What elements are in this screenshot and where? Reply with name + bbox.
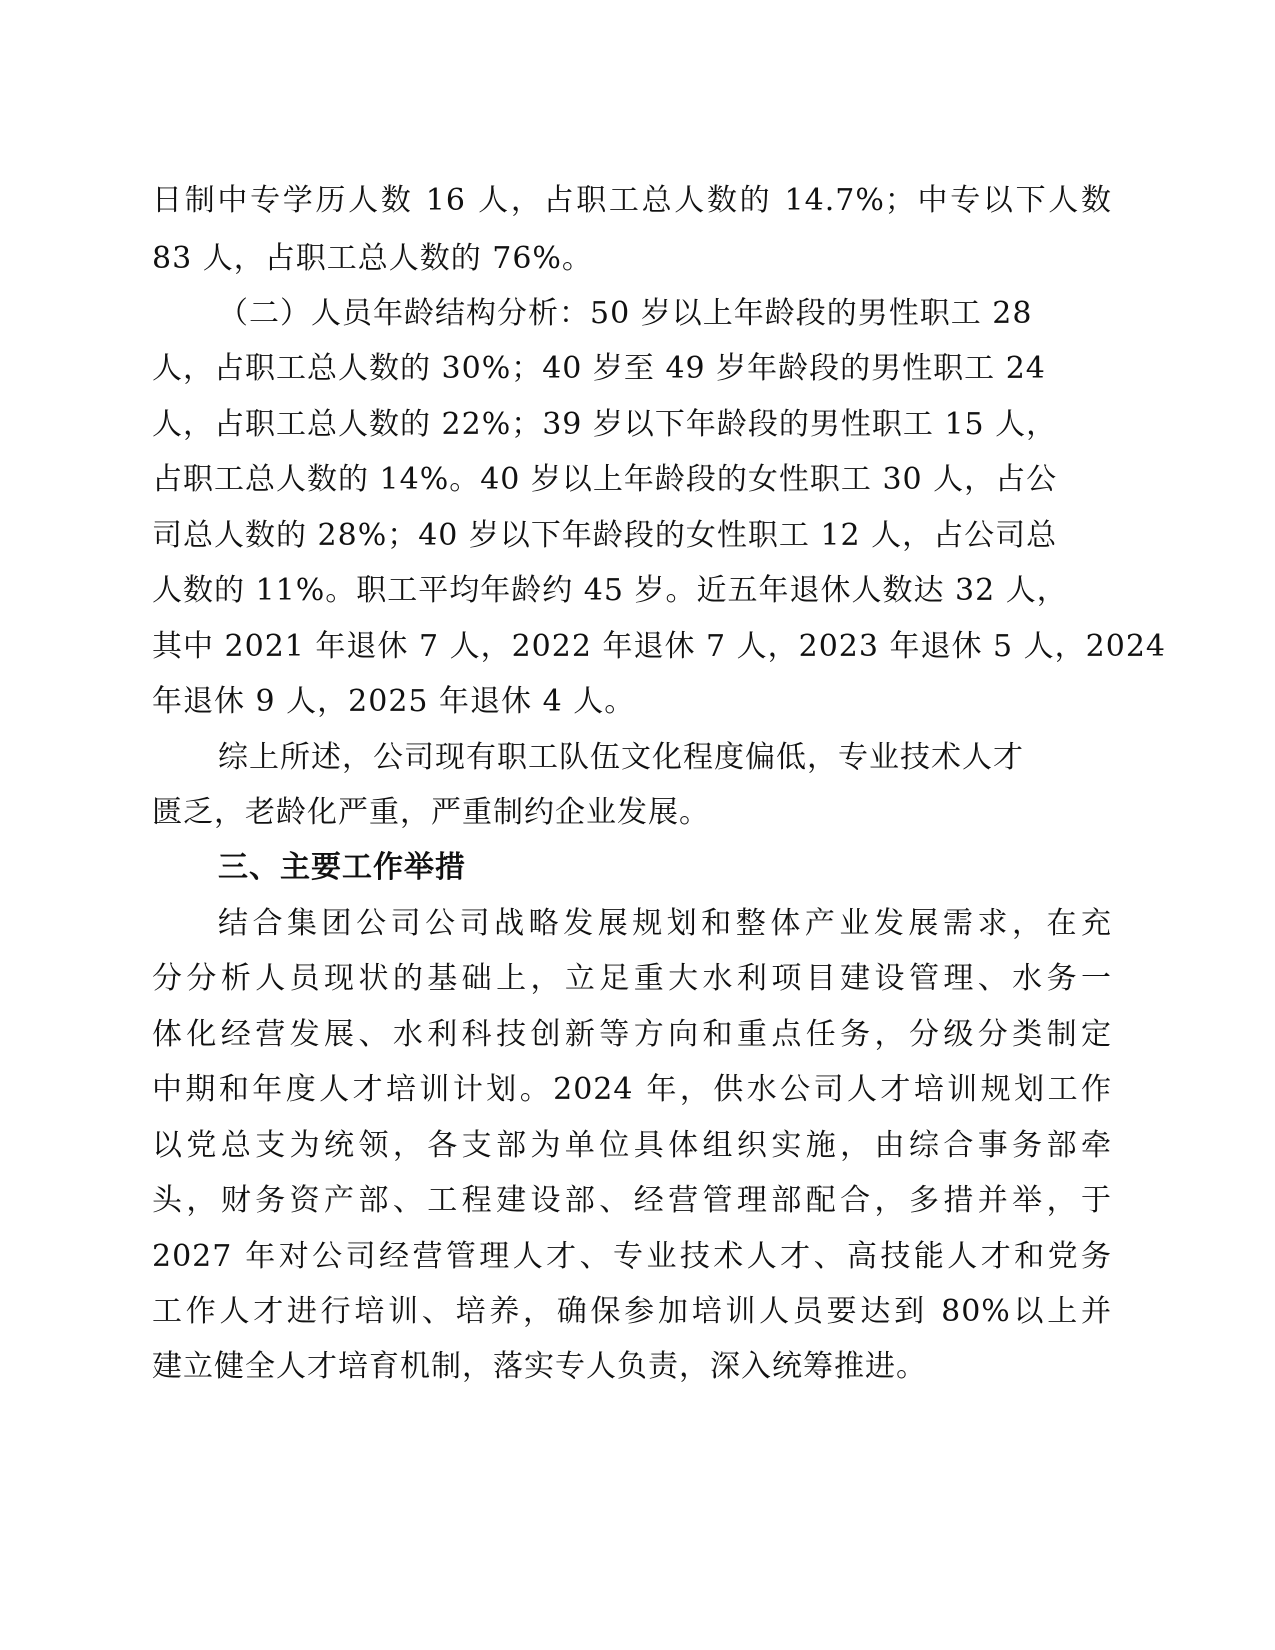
- text-line: 司总人数的 28%；40 岁以下年龄段的女性职工 12 人，占公司总: [152, 518, 1058, 553]
- text-line: 人数的 11%。职工平均年龄约 45 岁。近五年退休人数达 32 人，: [152, 573, 1068, 608]
- text-line: 匮乏，老龄化严重，严重制约企业发展。: [152, 795, 710, 830]
- text-line: 占职工总人数的 14%。40 岁以上年龄段的女性职工 30 人，占公: [152, 462, 1058, 497]
- text-line: 工作人才进行培训、培养，确保参加培训人员要达到 80%以上并: [152, 1294, 1112, 1329]
- text-line: 83 人，占职工总人数的 76%。: [152, 241, 593, 276]
- text-line: 人，占职工总人数的 30%；40 岁至 49 岁年龄段的男性职工 24: [152, 351, 1046, 386]
- text-line: 日制中专学历人数 16 人，占职工总人数的 14.7%；中专以下人数: [152, 183, 1112, 218]
- text-line: 人，占职工总人数的 22%；39 岁以下年龄段的男性职工 15 人，: [152, 407, 1058, 442]
- text-line: 结合集团公司公司战略发展规划和整体产业发展需求，在充: [218, 906, 1112, 941]
- text-line: 中期和年度人才培训计划。2024 年，供水公司人才培训规划工作: [152, 1072, 1112, 1107]
- text-line: 综上所述，公司现有职工队伍文化程度偏低，专业技术人才: [218, 740, 1024, 775]
- section-heading: 三、主要工作举措: [218, 850, 466, 885]
- text-line: 分分析人员现状的基础上，立足重大水利项目建设管理、水务一: [152, 961, 1112, 996]
- text-line: 建立健全人才培育机制，落实专人负责，深入统筹推进。: [152, 1349, 927, 1384]
- text-line: 头，财务资产部、工程建设部、经营管理部配合，多措并举，于: [152, 1183, 1112, 1218]
- text-line: 以党总支为统领，各支部为单位具体组织实施，由综合事务部牵: [152, 1128, 1112, 1163]
- text-line: 2027 年对公司经营管理人才、专业技术人才、高技能人才和党务: [152, 1239, 1112, 1274]
- text-line: 其中 2021 年退休 7 人，2022 年退休 7 人，2023 年退休 5 人，2024: [152, 629, 1167, 664]
- text-line: （二）人员年龄结构分析：50 岁以上年龄段的男性职工 28: [218, 296, 1033, 331]
- text-line: 年退休 9 人，2025 年退休 4 人。: [152, 684, 636, 719]
- text-line: 体化经营发展、水利科技创新等方向和重点任务，分级分类制定: [152, 1017, 1112, 1052]
